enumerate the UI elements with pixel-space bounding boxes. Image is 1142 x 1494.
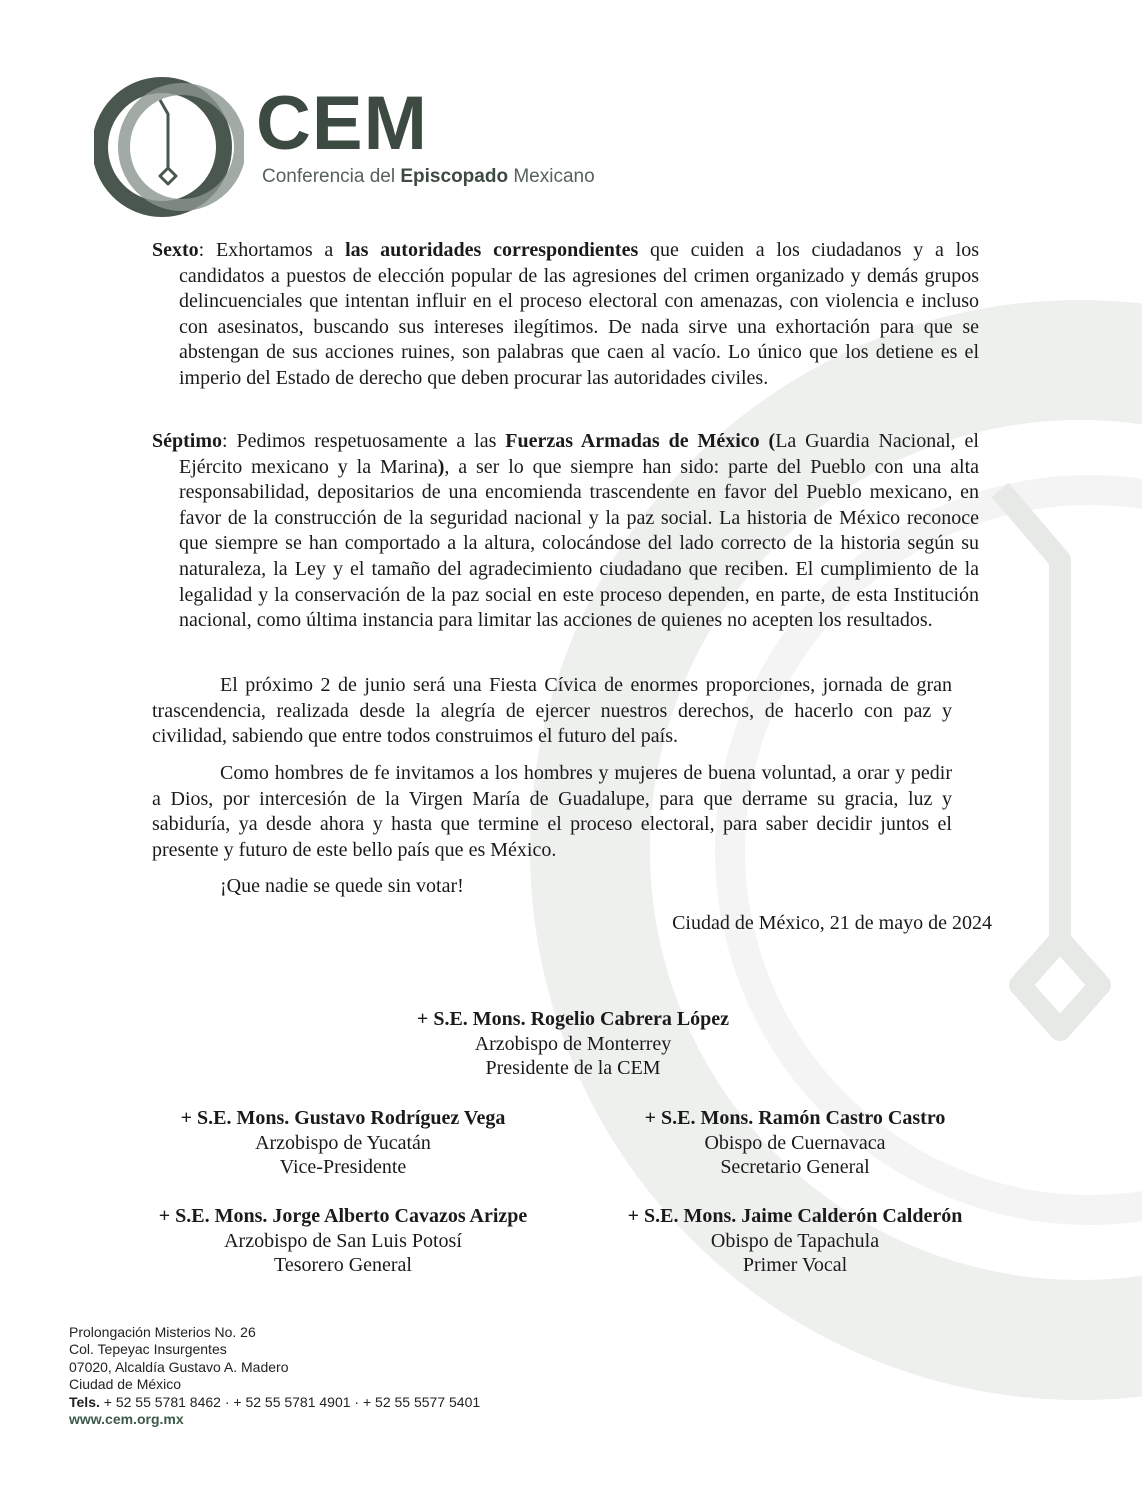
document-date: Ciudad de México, 21 de mayo de 2024	[672, 912, 992, 934]
signature-name: + S.E. Mons. Jaime Calderón Calderón	[627, 1205, 963, 1227]
footer-contact	[69, 1324, 480, 1428]
footer-tels-label: Tels.	[69, 1393, 100, 1410]
septimo-bold-close: )	[437, 455, 445, 478]
footer-phones	[69, 1394, 480, 1411]
footer-website-link[interactable]: www.cem.org.mx	[69, 1411, 184, 1428]
footer-address-line: Ciudad de México	[69, 1376, 182, 1393]
footer-address-line: 07020, Alcaldía Gustavo A. Madero	[69, 1358, 289, 1375]
subtitle-part2: Mexicano	[508, 166, 595, 187]
paragraph-votar: ¡Que nadie se quede sin votar!	[220, 875, 464, 897]
paragraph-septimo	[152, 429, 979, 634]
signature-see: Arzobispo de Monterrey	[474, 1032, 672, 1055]
signature-name: + S.E. Mons. Gustavo Rodríguez Vega	[180, 1107, 506, 1129]
signature-vice-president	[103, 1106, 583, 1180]
signature-role: Presidente de la CEM	[485, 1057, 661, 1079]
paragraph-fe: Como hombres de fe invitamos a los hombres y mujeres de buena voluntad, a orar y pedir a Dios, por intercesión de la Virgen María de Guadalupe, para que derrame su gracia, luz y sabiduría, ya desde ahora y hasta que termine el proceso electoral, para saber decidir juntos el presente y futuro de este bello país que es México.	[152, 762, 952, 861]
footer-address-line: Col. Tepeyac Insurgentes	[69, 1341, 227, 1358]
septimo-middle: La Guardia Nacional, el Ejército mexicano y la Marina	[179, 430, 979, 478]
signature-see: Obispo de Cuernavaca	[704, 1131, 886, 1154]
paragraph-sexto	[152, 238, 979, 392]
cem-acronym: CEM	[256, 81, 428, 166]
signature-see: Arzobispo de San Luis Potosí	[224, 1229, 462, 1252]
signature-see: Arzobispo de Yucatán	[255, 1131, 431, 1154]
septimo-label: Séptimo	[152, 430, 222, 452]
cem-subtitle	[262, 166, 595, 188]
signature-treasurer	[103, 1204, 583, 1278]
septimo-bold: Fuerzas Armadas de México (	[505, 430, 776, 452]
footer-tels: + 52 55 5781 8462 · + 52 55 5781 4901 · + 52 55 5577 5401	[99, 1393, 481, 1410]
footer-address-line: Prolongación Misterios No. 26	[69, 1324, 256, 1340]
sexto-lead: : Exhortamos a	[198, 239, 346, 261]
subtitle-bold: Episcopado	[400, 166, 509, 187]
signature-president	[333, 1007, 813, 1081]
cross-in-circles-logo-icon	[94, 72, 244, 222]
signature-role: Vice-Presidente	[279, 1156, 407, 1178]
signature-name: + S.E. Mons. Rogelio Cabrera López	[416, 1008, 730, 1030]
signature-secretary	[555, 1106, 1035, 1180]
signature-name: + S.E. Mons. Jorge Alberto Cavazos Arizpe	[158, 1205, 528, 1227]
signature-role: Primer Vocal	[742, 1254, 848, 1276]
signature-name: + S.E. Mons. Ramón Castro Castro	[644, 1107, 946, 1129]
signature-role: Secretario General	[720, 1156, 870, 1178]
signature-role: Tesorero General	[274, 1254, 412, 1276]
signature-see: Obispo de Tapachula	[710, 1229, 880, 1252]
sexto-bold: las autoridades correspondientes	[345, 239, 639, 261]
sexto-label: Sexto	[152, 239, 199, 261]
septimo-lead: : Pedimos respetuosamente a las	[222, 430, 506, 452]
signature-first-vocal	[555, 1204, 1035, 1278]
subtitle-part1: Conferencia del	[262, 166, 401, 187]
septimo-rest: , a ser lo que siempre han sido: parte del Pueblo con una alta responsabilidad, depositarios de una encomienda trascendente en favor del Pueblo mexicano, en favor de la construcción de la seguridad nacional y la paz social. La historia de México reconoce que siempre se han comportado a la altura, colocándose del lado correcto de la historia según su naturaleza, la Ley y el tamaño del agradecimiento ciudadano que reciben. El cumplimiento de la legalidad y la conservación de la paz social en este proceso dependen, en parte, de esta Institución nacional, como última instancia para limitar las acciones de quienes no acepten los resultados.	[179, 455, 980, 632]
sexto-rest: que cuiden a los ciudadanos y a los candidatos a puestos de elección popular de las agresiones del crimen organizado y demás grupos delincuenciales que intentan influir en el proceso electoral con amenazas, con violencia e incluso con asesinatos, buscando sus intereses ilegítimos. De nada sirve una exhortación para que se abstengan de sus acciones ruines, son palabras que caen al vacío. Lo único que los detiene es el imperio del Estado de derecho que deben procurar las autoridades civiles.	[179, 239, 980, 389]
paragraph-fiesta: El próximo 2 de junio será una Fiesta Cívica de enormes proporciones, jornada de gran trascendencia, realizada desde la alegría de ejercer nuestros derechos, de hacerlo con paz y civilidad, sabiendo que entre todos construimos el futuro del país.	[152, 674, 952, 748]
